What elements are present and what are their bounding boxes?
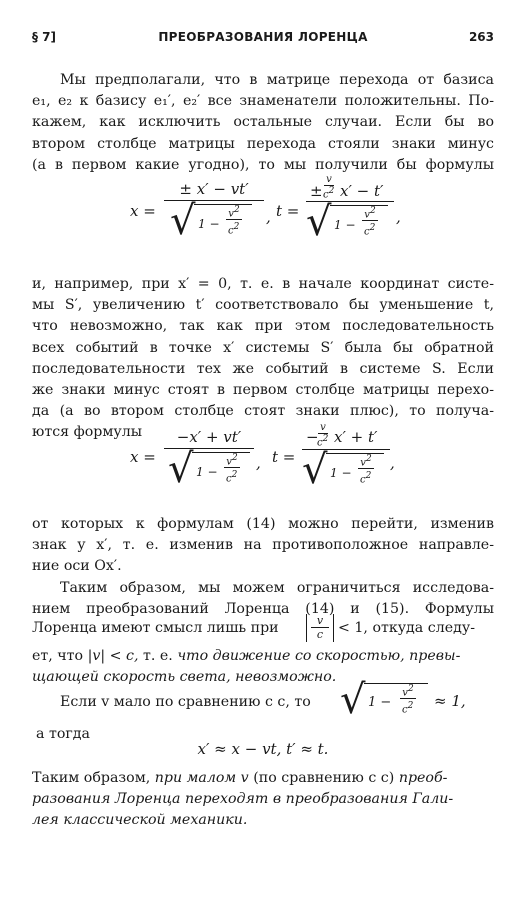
formula-1-x-denominator: √ 1 − $v^2$ $c^2$: [164, 201, 264, 245]
text-line: всех событий в точке x′ системы S′ была бы обратной: [32, 339, 494, 356]
formula-1-x-numerator: ± x′ − vt′: [164, 180, 264, 201]
paragraph-1: [32, 70, 494, 176]
text-line: щающей скорость света, невозможно.: [32, 669, 337, 685]
formula-2-x-denominator: √ 1 − $v^2$ $c^2$: [164, 449, 254, 493]
formula-1: [0, 174, 526, 258]
page-number: 263: [468, 30, 494, 44]
formula-3: x′ ≈ x − vt, t′ ≈ t.: [197, 740, 329, 758]
text-line: Таким образом, при малом v (по сравнению с c) преоб-: [32, 770, 448, 786]
text-line: же знаки минус стоят в первом столбце матрицы перехо-: [32, 382, 494, 399]
text-line-with-fraction: Лоренца имеют смысл лишь при v c < 1, откуда следу-: [32, 614, 475, 641]
formula-1-t-lhs: t =: [276, 202, 300, 220]
formula-1-t-numerator: ± v $c^2$ x′ − t′: [306, 174, 394, 202]
text-line: ет, что |v| < c, т. е. что движение со скоростью, превы-: [32, 648, 461, 664]
text-line: лея классической механики.: [32, 812, 248, 828]
formula-2-t-denominator: √ 1 − $v^2$ $c^2$: [302, 450, 390, 494]
text-line: от которых к формулам (14) можно перейти, изменив: [32, 516, 494, 532]
text-line: и, например, при x′ = 0, т. е. в начале координат систе-: [32, 276, 494, 292]
formula-2: [0, 422, 526, 510]
text-line: что невозможно, так как при этом последовательность: [32, 318, 494, 335]
text-line: знак у x′, т. е. изменив на противоположное направле-: [32, 537, 494, 554]
text-line: да (а во втором столбце стоят знаки плюс), то получа-: [32, 403, 494, 420]
text-line: втором столбце матрицы перехода стояли знаки минус: [32, 135, 494, 152]
running-title: ПРЕОБРАЗОВАНИЯ ЛОРЕНЦА: [158, 30, 368, 44]
text-line: ются формулы: [32, 424, 143, 441]
paragraph-3: [32, 514, 494, 578]
abs-v-over-c: v c: [306, 614, 334, 642]
formula-1-comma-2: ,: [396, 208, 401, 226]
text-line: кажем, как исключить остальные случаи. Если бы во: [32, 114, 494, 131]
text-line: мы S′, увеличению t′ соответствовало бы уменьшение t,: [32, 297, 494, 314]
text-line: Мы предполагали, что в матрице перехода от базиса: [60, 72, 494, 88]
formula-2-t-numerator: − v $c^2$ x′ + t′: [302, 422, 390, 450]
paragraph-6: [32, 768, 494, 831]
text-line: Таким образом, мы можем ограничиться исследова-: [60, 580, 494, 596]
formula-2-comma-2: ,: [390, 454, 395, 472]
formula-2-x-numerator: −x′ + vt′: [164, 428, 254, 449]
text-line: разования Лоренца переходят в преобразования Гали-: [32, 791, 454, 807]
text-line: ние оси Ox′.: [32, 558, 122, 575]
formula-1-comma: ,: [266, 208, 271, 226]
formula-1-t-denominator: √ 1 − $v^2$ $c^2$: [306, 202, 394, 246]
paragraph-2: [32, 274, 494, 444]
formula-2-t-lhs: t =: [272, 448, 296, 466]
formula-1-x-lhs: x =: [130, 202, 156, 220]
formula-2-x-lhs: x =: [130, 448, 156, 466]
text-line: Если v мало по сравнению с c, то: [60, 694, 311, 710]
formula-sqrt-approx: √ 1 − $v^2$ $c^2$ ≈ 1,: [340, 677, 466, 723]
text-line: а тогда: [36, 726, 90, 742]
text-line: нием преобразований Лоренца (14) и (15). Формулы: [32, 601, 494, 618]
section-number: § 7]: [32, 30, 57, 44]
formula-2-comma: ,: [256, 454, 261, 472]
text-line: (а в первом какие угодно), то мы получили бы формулы: [32, 156, 494, 173]
text-line: e₁, e₂ к базису e₁′, e₂′ все знаменатели положительны. По-: [32, 93, 494, 110]
text-line: последовательности тех же событий в системе S. Если: [32, 360, 494, 377]
